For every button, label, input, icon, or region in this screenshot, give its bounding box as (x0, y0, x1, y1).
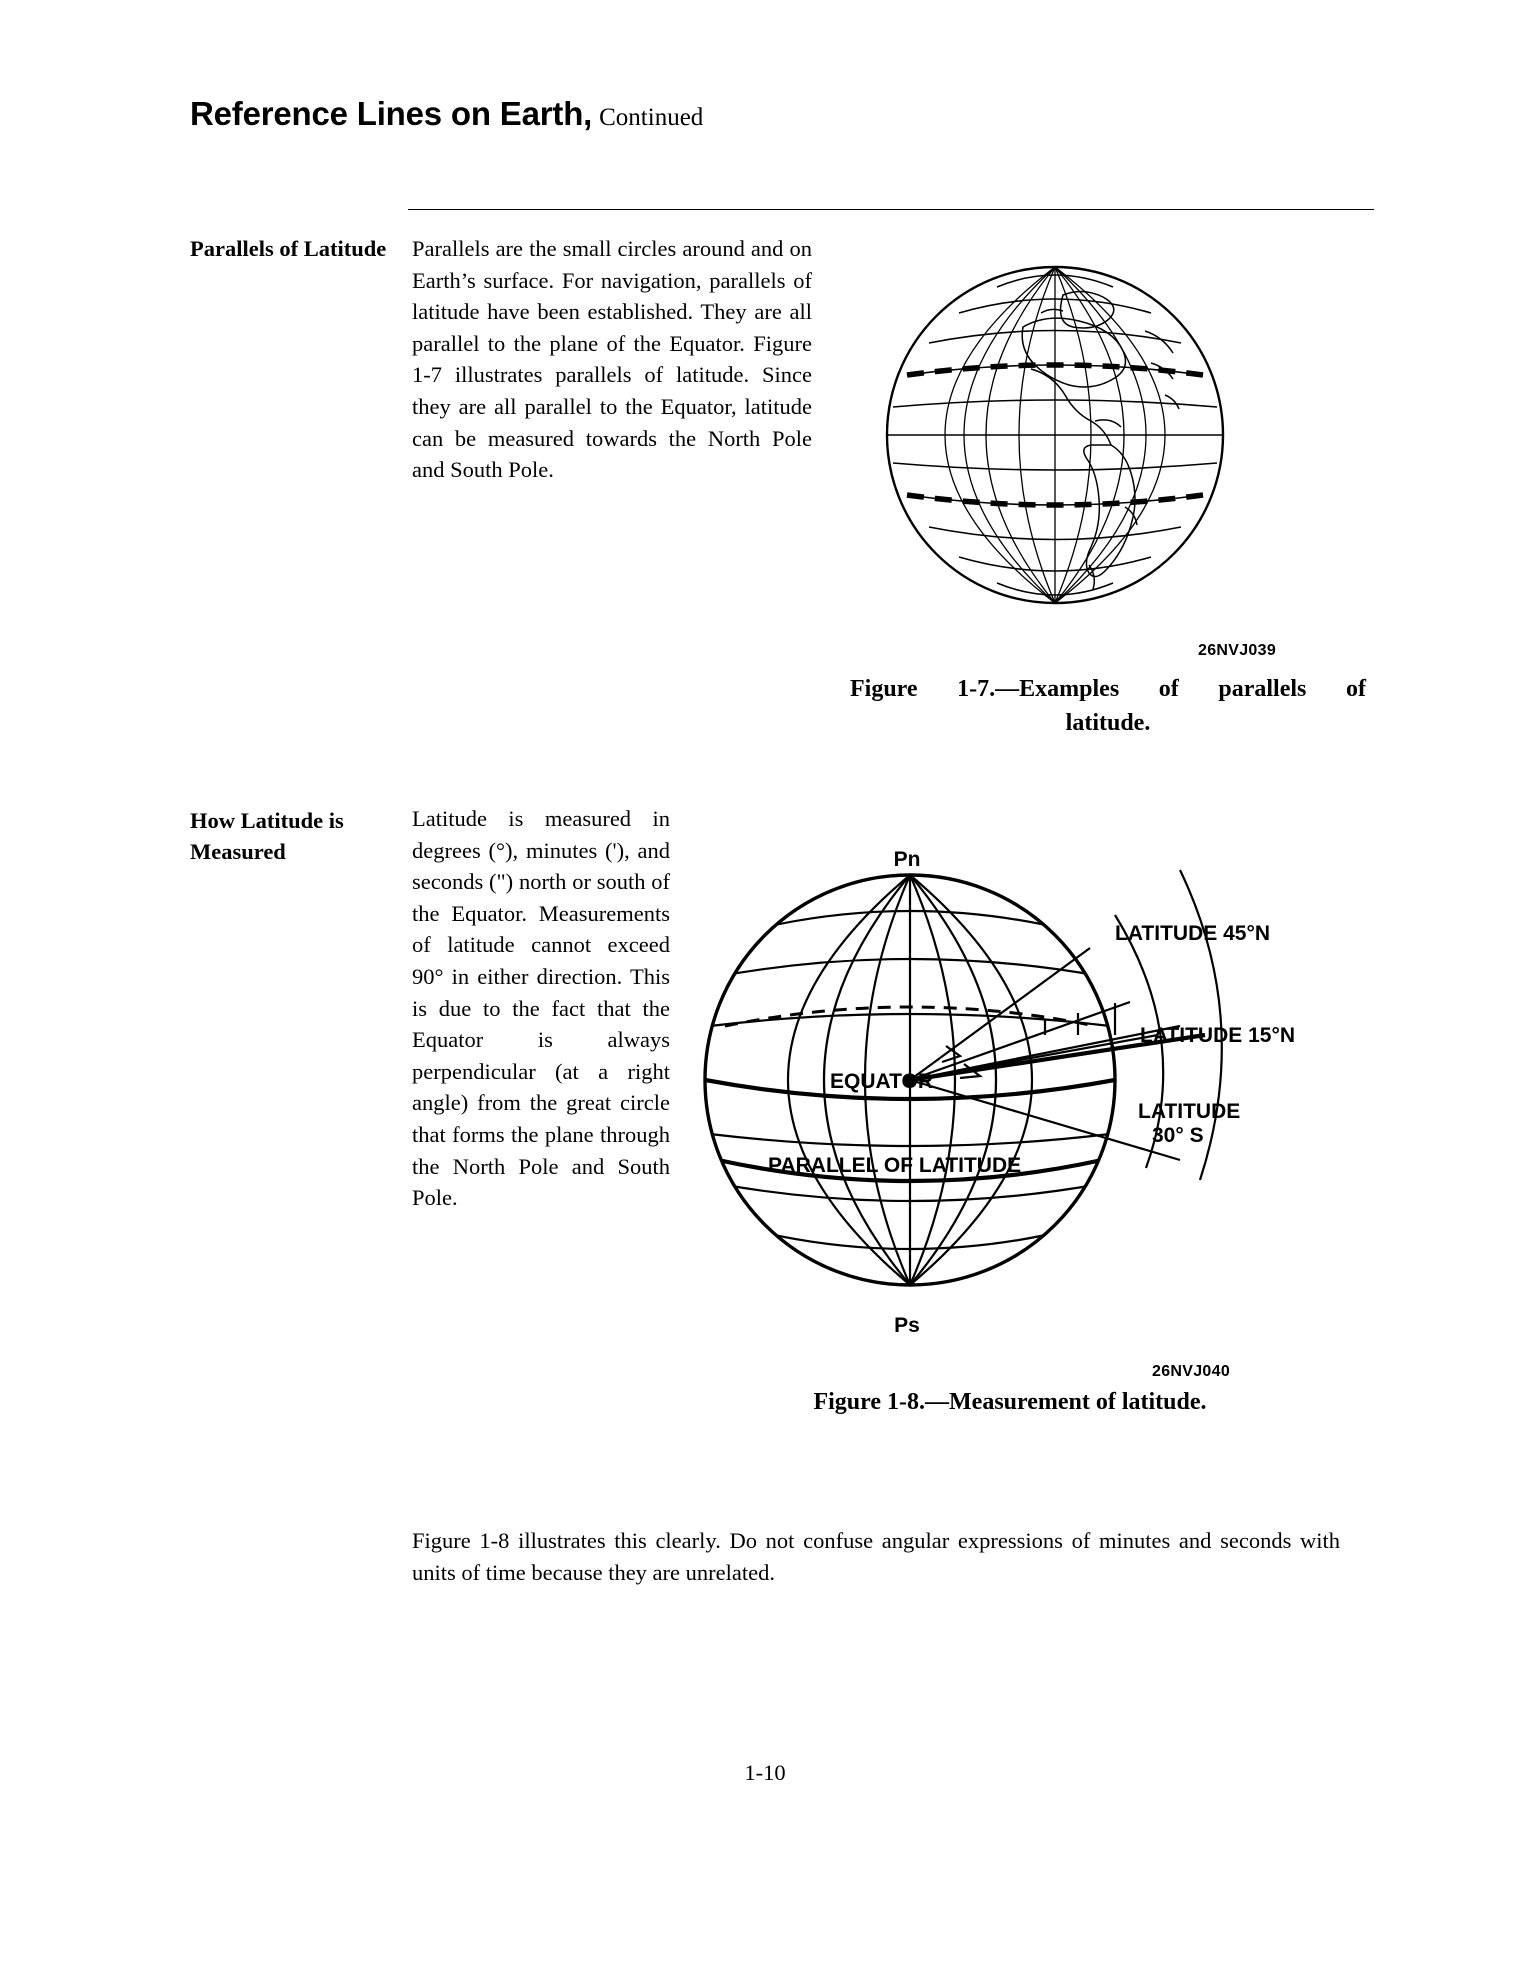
section-label-parallels-of-latitude: Parallels of Latitude (190, 236, 387, 261)
figure-1-8-label-equator: EQUATOR (830, 1070, 934, 1093)
figure-1-8-latitude-measurement (660, 830, 1360, 1350)
section-body-how-latitude-is-measured: Latitude is measured in degrees (°), minutes ('), and seconds (") north or south of the Equator. Measurements of latitude cannot exceed 90° in either direction. This is due to the fact that the Equator is always perpendicular (at a right angle) from the great circle that forms the plane through the North Pole and South Pole. (412, 806, 670, 1211)
figure-1-7-caption (850, 672, 1366, 740)
section-body-parallels-of-latitude: Parallels are the small circles around and on Earth’s surface. For navigation, parallels of latitude have been established. They are all parallel to the plane of the Equator. Figure 1-7 illustrates parallels of latitude. Since they are all parallel to the Equator, latitude can be measured towards the North Pole and South Pole. (412, 236, 812, 483)
figure-1-8-label-south-pole: Ps (894, 1314, 920, 1337)
figure-1-8-label-north-pole: Pn (893, 848, 921, 871)
figure-1-8-label-parallel-of-latitude: PARALLEL OF LATITUDE (768, 1154, 1022, 1177)
closing-paragraph: Figure 1-8 illustrates this clearly. Do not confuse angular expressions of minutes and seconds with units of time because they are unrelated. (412, 1528, 1340, 1585)
figure-1-7-caption-line-1: Figure 1-7.—Examples of parallels of (850, 676, 1366, 702)
page-title-continued: Continued (599, 104, 704, 131)
figure-1-8-id-code: 26NVJ040 (1152, 1363, 1231, 1380)
figure-1-7-caption-line-2: latitude. (1065, 710, 1151, 736)
page-number: 1-10 (744, 1760, 786, 1785)
figure-1-8-label-latitude-45n: LATITUDE 45°N (1115, 922, 1271, 945)
section-label-how-latitude-is-measured: How Latitude is Measured (190, 808, 344, 864)
figure-1-8-label-latitude-30s-line2: 30° S (1152, 1124, 1204, 1147)
page-header (190, 95, 1390, 133)
figure-1-8-label-latitude-15n: LATITUDE 15°N (1140, 1024, 1296, 1047)
figure-1-8-label-latitude-30s-line1: LATITUDE (1138, 1100, 1241, 1123)
header-divider-rule (408, 209, 1374, 210)
figure-1-7-id-code: 26NVJ039 (1198, 642, 1277, 659)
figure-1-8-caption: Figure 1-8.—Measurement of latitude. (813, 1389, 1207, 1415)
page-title: Reference Lines on Earth, (190, 95, 593, 132)
figure-1-7-globe-parallels (855, 235, 1255, 635)
